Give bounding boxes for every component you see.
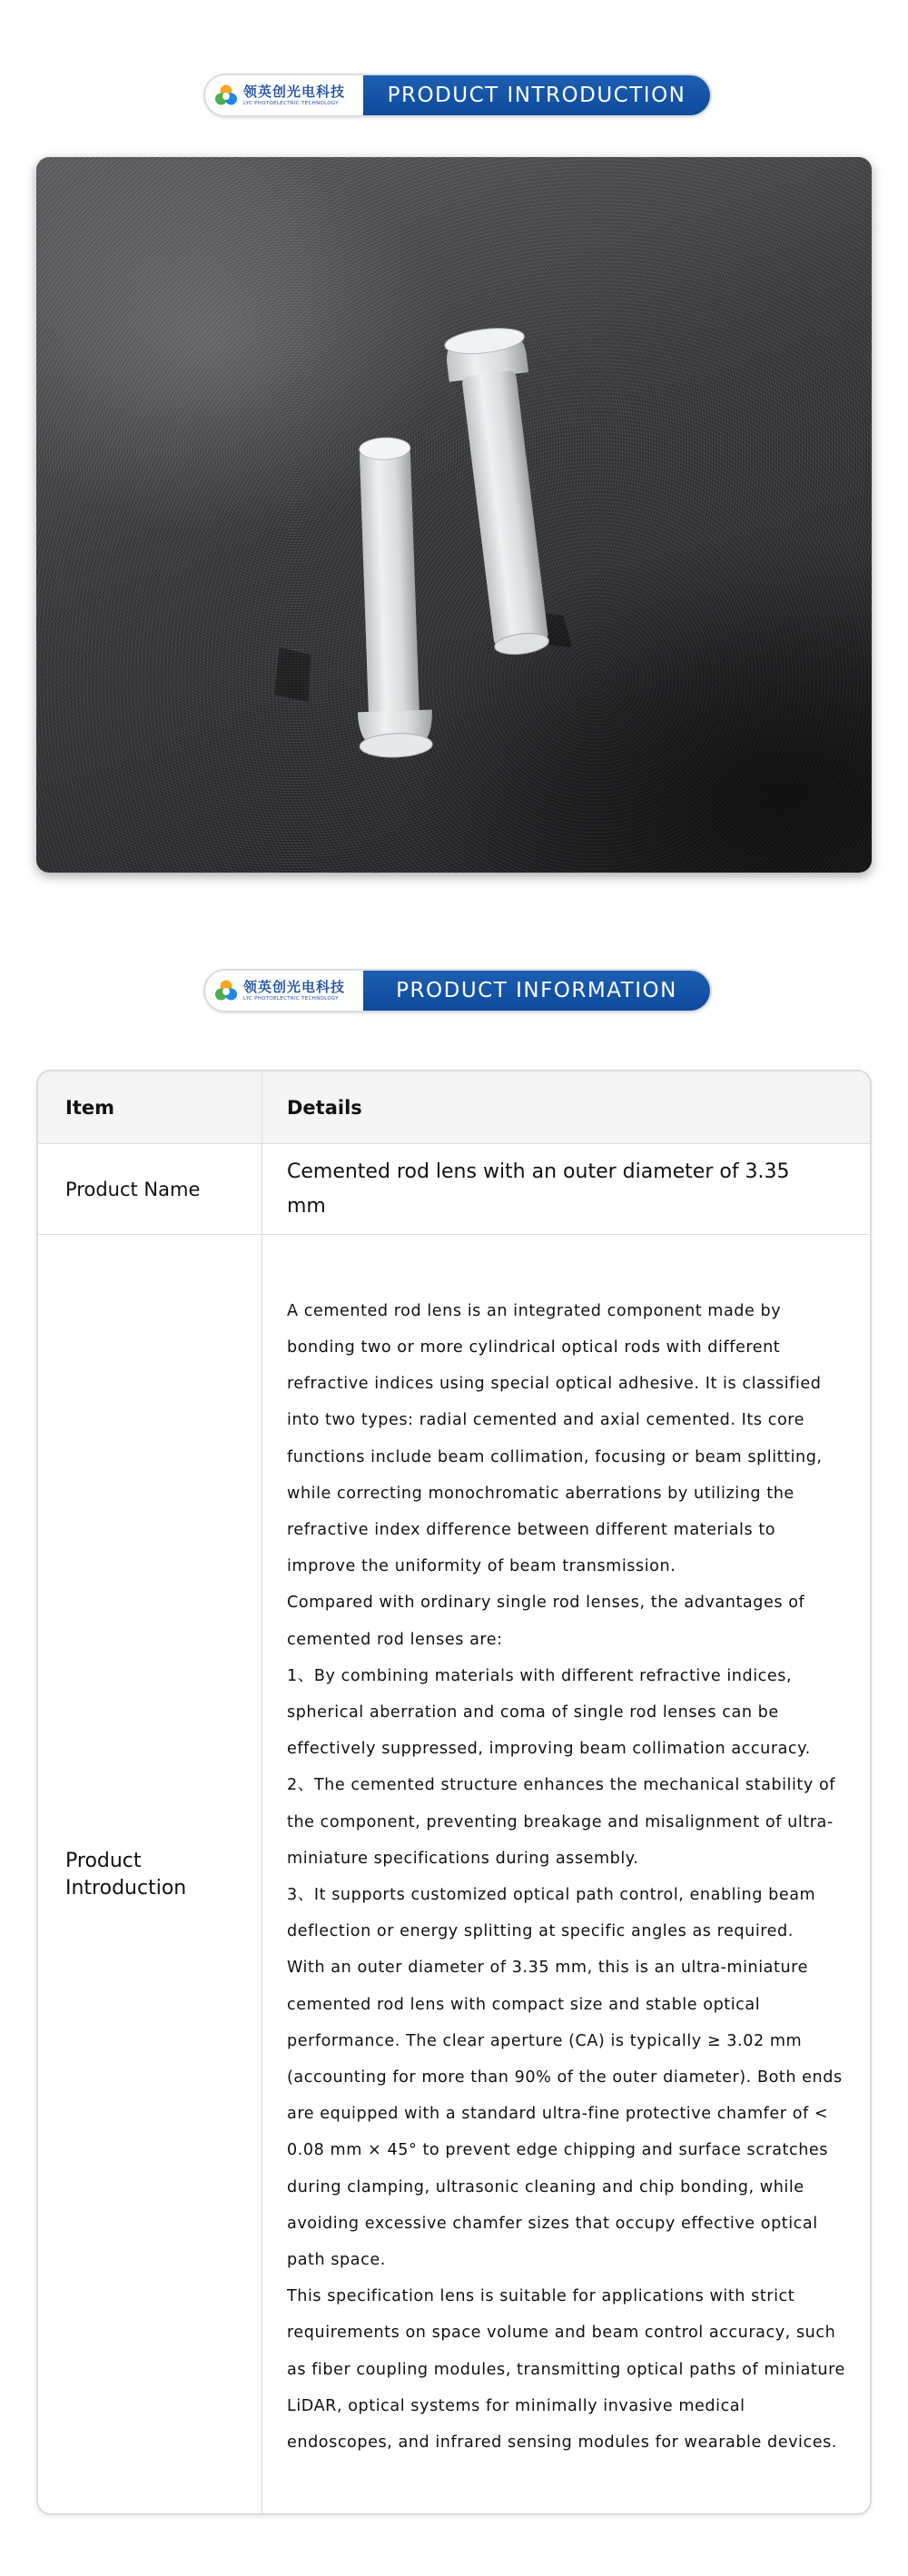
company-logo bbox=[203, 969, 363, 1012]
table-header-row bbox=[38, 1071, 870, 1144]
table-row bbox=[38, 1144, 870, 1235]
product-photo bbox=[36, 157, 872, 873]
product-name-value bbox=[262, 1144, 870, 1234]
product-info-table bbox=[36, 1070, 872, 2515]
left-rod-lens bbox=[348, 437, 433, 759]
introduction-text bbox=[287, 1289, 848, 2462]
logo-english-name: LYC PHOTOELECTRIC TECHNOLOGY bbox=[243, 100, 339, 106]
intro-paragraph: With an outer diameter of 3.35 mm, this is an ultra-miniature cemented rod lens with compact size and stable optical performance. The clear aperture (CA) is typically ≥ 3.02 mm (accounting for more than 90% of the outer diameter). Both ends are equipped with a standard ultra-fine protective chamfer of < 0.08 mm × 45° to prevent edge chipping and surface scratches during clamping, ultrasonic cleaning and chip bonding, while avoiding excessive chamfer sizes that occupy effective optical path space. bbox=[287, 1959, 843, 2270]
logo-emblem-icon bbox=[214, 979, 238, 1002]
product-name-text: Cemented rod lens with an outer diameter of 3.35 mm bbox=[287, 1160, 790, 1218]
header-item: Item bbox=[38, 1071, 262, 1143]
header-details: Details bbox=[287, 1096, 362, 1119]
intro-paragraph: 2、The cemented structure enhances the mechanical stability of the component, preventing breakage and misalignment of ultra-miniature specifications during assembly. bbox=[287, 1776, 836, 1868]
logo-emblem-icon bbox=[214, 84, 238, 107]
intro-paragraph: Compared with ordinary single rod lenses, the advantages of cemented rod lenses are: bbox=[287, 1594, 805, 1649]
logo-chinese-name: 领英创光电科技 bbox=[243, 978, 346, 995]
company-logo bbox=[203, 74, 363, 117]
product-introduction-banner bbox=[203, 74, 712, 117]
rod-lenses-illustration bbox=[36, 157, 872, 873]
table-row bbox=[38, 1235, 870, 2515]
logo-english-name: LYC PHOTOELECTRIC TECHNOLOGY bbox=[243, 995, 339, 1002]
section-title: PRODUCT INFORMATION bbox=[363, 969, 712, 1012]
row-label-text: Product Introduction bbox=[65, 1850, 187, 1900]
logo-chinese-name: 领英创光电科技 bbox=[243, 83, 346, 100]
intro-paragraph: 1、By combining materials with different refractive indices, spherical aberration and coma of single rod lenses can be effectively suppressed, improving beam collimation accuracy. bbox=[287, 1666, 811, 1759]
row-label: Product Name bbox=[38, 1144, 262, 1234]
right-rod-lens bbox=[443, 324, 562, 658]
section-title: PRODUCT INTRODUCTION bbox=[363, 74, 712, 117]
intro-paragraph: This specification lens is suitable for applications with strict requirements on space volume and beam control accuracy, such as fiber coupling modules, transmitting optical paths of miniature LiDAR, optical systems for minimally invasive medical endoscopes, and infrared sensing modules for wearable devices. bbox=[287, 2287, 845, 2453]
row-label bbox=[38, 1235, 262, 2515]
intro-paragraph: 3、It supports customized optical path control, enabling beam deflection or energy splitting at specific angles as required. bbox=[287, 1886, 816, 1941]
product-information-banner bbox=[203, 969, 712, 1012]
intro-paragraph: A cemented rod lens is an integrated component made by bonding two or more cylindrical optical rods with different refractive indices using special optical adhesive. It is classified into two types: radial cemented and axial cemented. Its core functions include beam collimation, focusing or beam splitting, while correcting monochromatic aberrations by utilizing the refractive index difference between different materials to improve the uniformity of beam transmission. bbox=[287, 1301, 823, 1576]
product-introduction-value bbox=[262, 1235, 870, 2515]
